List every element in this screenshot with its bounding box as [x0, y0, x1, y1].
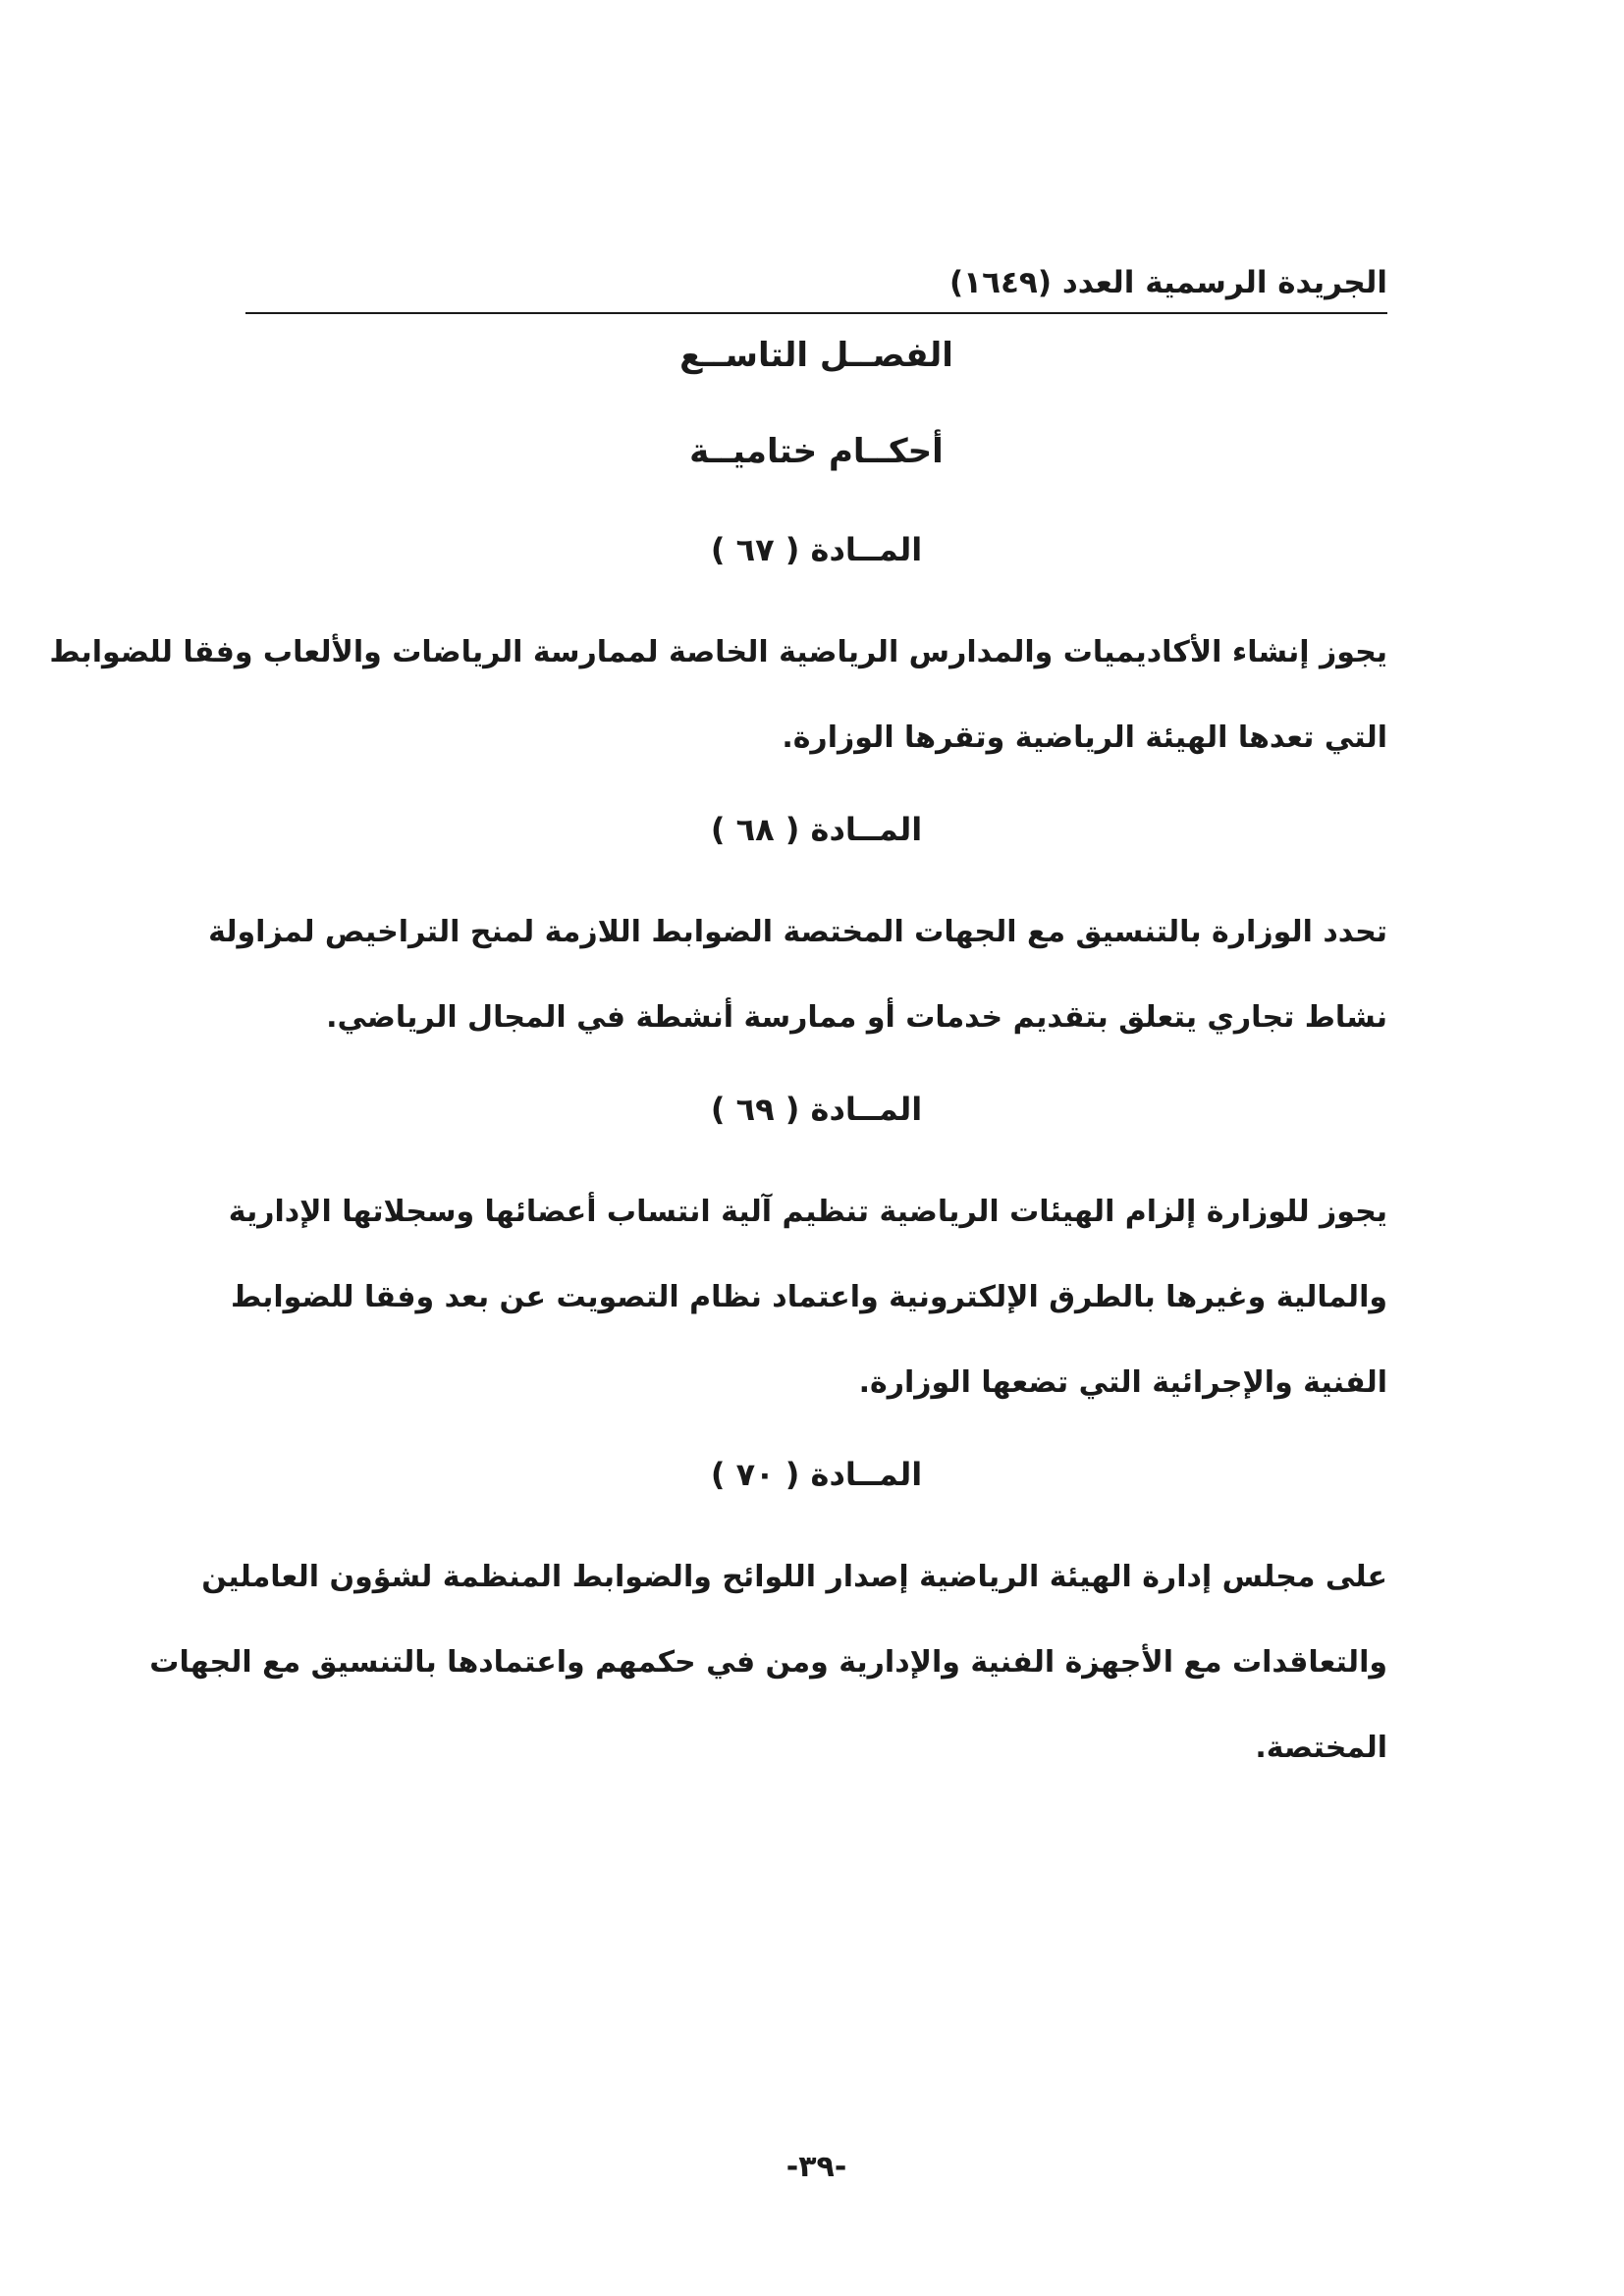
article-68-title: المــادة ( ٦٨ ): [710, 811, 923, 848]
article-67-line-1: يجوز إنشاء الأكاديميات والمدارس الرياضية الخاصة لممارسة الرياضات والألعاب وفقا للضوابط: [49, 635, 1387, 669]
gazette-header: الجريدة الرسمية العدد (١٦٤٩): [949, 265, 1387, 300]
article-68-line-1: تحدد الوزارة بالتنسيق مع الجهات المختصة الضوابط اللازمة لمنح التراخيص لمزاولة: [208, 915, 1387, 949]
chapter-subtitle: أحكــام ختاميــة: [689, 432, 944, 471]
article-69-line-3: الفنية والإجرائية التي تضعها الوزارة.: [858, 1365, 1387, 1400]
article-67-line-2: التي تعدها الهيئة الرياضية وتقرها الوزارة.: [782, 721, 1387, 755]
article-70-title: المــادة ( ٧٠ ): [710, 1456, 923, 1493]
chapter-title: الفصــل التاســع: [679, 336, 953, 375]
article-70-line-1: على مجلس إدارة الهيئة الرياضية إصدار اللوائح والضوابط المنظمة لشؤون العاملين: [201, 1560, 1387, 1594]
article-68-line-2: نشاط تجاري يتعلق بتقديم خدمات أو ممارسة أنشطة في المجال الرياضي.: [326, 1000, 1387, 1035]
page-number: -٣٩-: [785, 2150, 847, 2184]
article-67-title: المــادة ( ٦٧ ): [710, 531, 923, 568]
header-divider: [245, 312, 1387, 314]
article-69-line-2: والمالية وغيرها بالطرق الإلكترونية واعتماد نظام التصويت عن بعد وفقا للضوابط: [230, 1280, 1387, 1314]
article-69-line-1: يجوز للوزارة إلزام الهيئات الرياضية تنظيم آلية انتساب أعضائها وسجلاتها الإدارية: [228, 1195, 1387, 1229]
article-69-title: المــادة ( ٦٩ ): [710, 1091, 923, 1128]
article-70-line-3: المختصة.: [1255, 1731, 1387, 1765]
article-70-line-2: والتعاقدات مع الأجهزة الفنية والإدارية ومن في حكمهم واعتمادها بالتنسيق مع الجهات: [149, 1645, 1387, 1680]
